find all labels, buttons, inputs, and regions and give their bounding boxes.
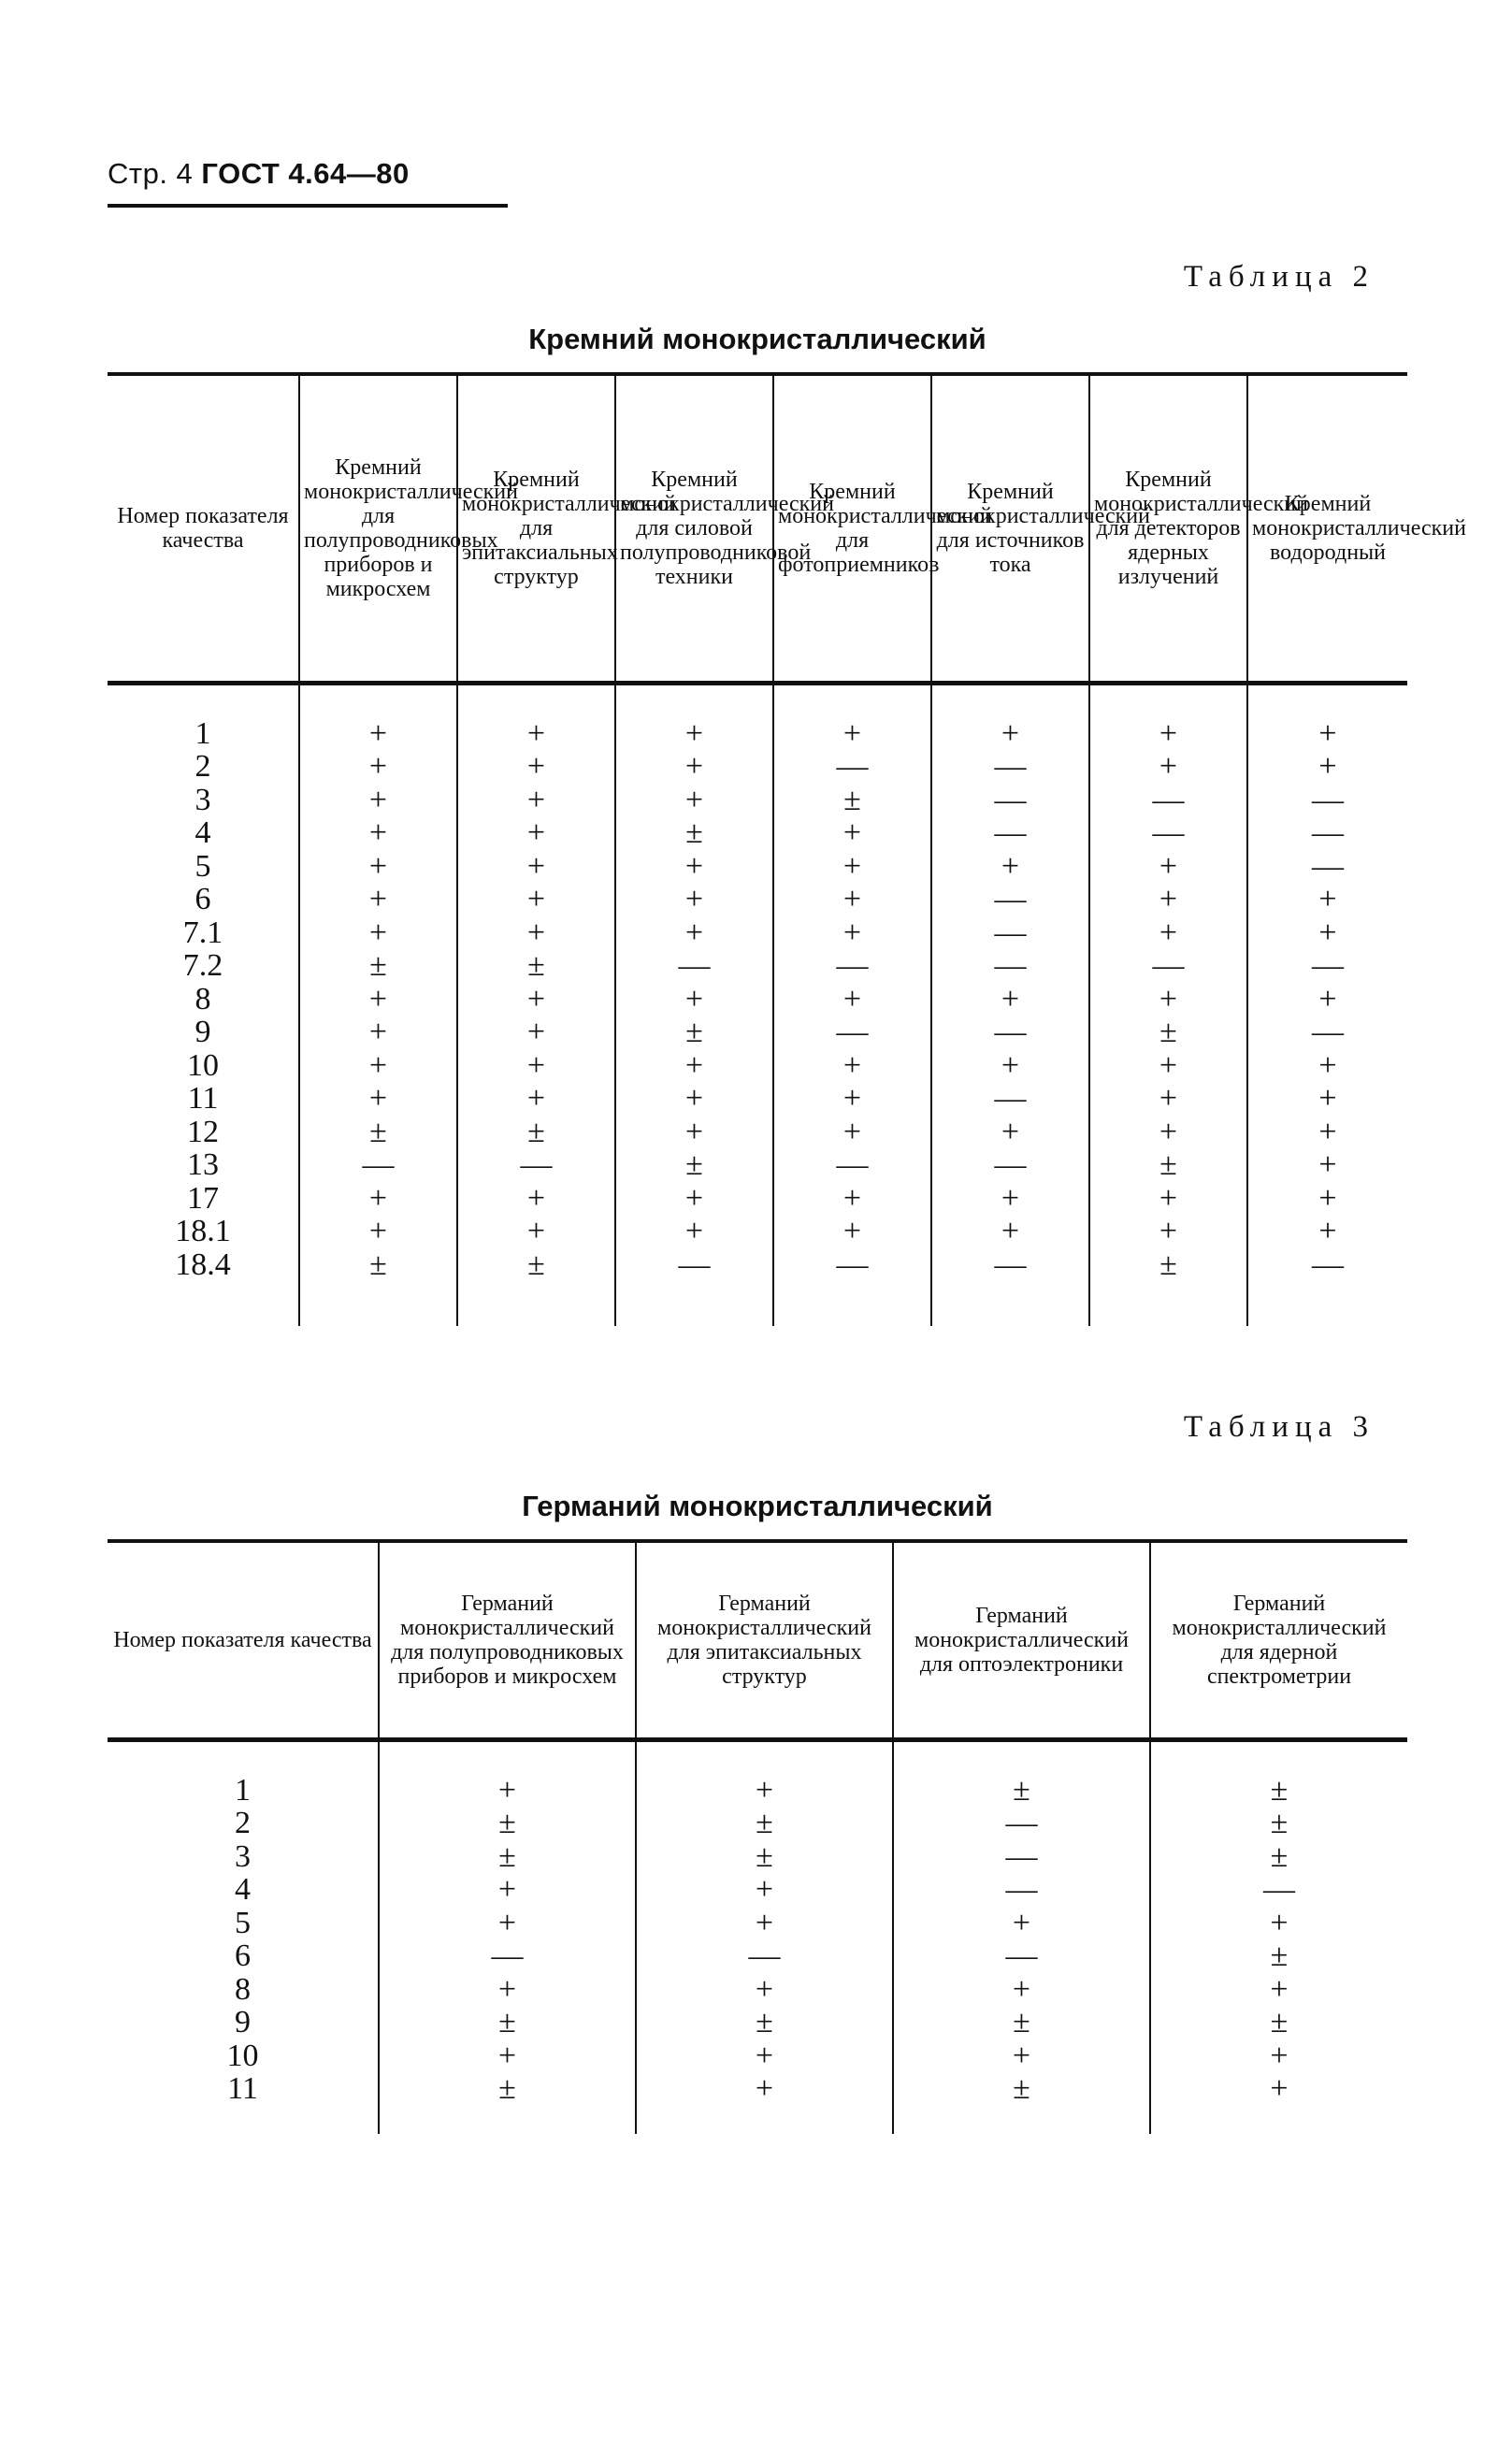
- mark-cell: +: [1089, 850, 1247, 884]
- table-row: [108, 1907, 1407, 1940]
- row-number-cell: 7.1: [182, 915, 223, 950]
- table-row: [108, 1807, 1407, 1840]
- mark-cell: +: [1089, 983, 1247, 1016]
- mark-cell: —: [931, 1082, 1089, 1116]
- row-number-cell: 2: [235, 1806, 251, 1840]
- mark-cell: +: [615, 1215, 773, 1248]
- table3-col-2: Германий монокристаллический для эпитаксиальных структур: [636, 1541, 893, 1739]
- mark-cell: +: [1089, 750, 1247, 784]
- table2-col-6: Кремний монокристаллический для детекторов ядерных излучений: [1089, 374, 1247, 683]
- mark-cell: +: [1247, 1148, 1407, 1182]
- mark-cell: +: [379, 2039, 636, 2073]
- row-number-cell: 18.4: [175, 1246, 231, 1282]
- mark-cell: +: [1247, 1116, 1407, 1149]
- mark-cell: +: [457, 1016, 615, 1049]
- mark-cell: ±: [615, 816, 773, 850]
- mark-cell: +: [636, 1973, 893, 2007]
- mark-cell: —: [615, 949, 773, 983]
- mark-cell: —: [1247, 949, 1407, 983]
- mark-cell: +: [299, 1082, 457, 1116]
- mark-cell: +: [1247, 750, 1407, 784]
- table-row: [108, 1840, 1407, 1874]
- mark-cell: ±: [379, 1840, 636, 1874]
- mark-cell: +: [1150, 2039, 1407, 2073]
- mark-cell: +: [1089, 1116, 1247, 1149]
- mark-cell: ±: [636, 1840, 893, 1874]
- mark-cell: —: [457, 1148, 615, 1182]
- mark-cell: +: [457, 750, 615, 784]
- mark-cell: —: [1089, 949, 1247, 983]
- table2-col-1: Кремний монокристаллический для полупроводниковых приборов и микросхем: [299, 374, 457, 683]
- table3: [108, 1539, 1407, 2134]
- table-row: [108, 1248, 1407, 1282]
- mark-cell: —: [931, 784, 1089, 817]
- table-row: [108, 816, 1407, 850]
- table2-col-number: Номер показателя качества: [108, 374, 299, 683]
- mark-cell: +: [457, 983, 615, 1016]
- table-row: [108, 1873, 1407, 1907]
- mark-cell: —: [1247, 784, 1407, 817]
- table2-caption: Кремний монокристаллический: [528, 323, 986, 355]
- mark-cell: +: [457, 1182, 615, 1216]
- row-number-cell: 18.1: [175, 1214, 231, 1248]
- table-row: [108, 1082, 1407, 1116]
- mark-cell: +: [457, 683, 615, 750]
- row-number-cell: 13: [187, 1147, 219, 1182]
- mark-cell: +: [1247, 1049, 1407, 1083]
- mark-cell: ±: [1089, 1248, 1247, 1282]
- mark-cell: +: [615, 683, 773, 750]
- mark-cell: +: [615, 983, 773, 1016]
- mark-cell: —: [615, 1248, 773, 1282]
- mark-cell: +: [615, 1116, 773, 1149]
- page-header: [108, 157, 410, 191]
- mark-cell: ±: [893, 2006, 1150, 2039]
- mark-cell: +: [299, 750, 457, 784]
- table-row: [108, 1939, 1407, 1973]
- mark-cell: —: [893, 1807, 1150, 1840]
- row-number-cell: 4: [194, 815, 211, 850]
- mark-cell: —: [773, 750, 931, 784]
- mark-cell: ±: [299, 1248, 457, 1282]
- mark-cell: ±: [615, 1148, 773, 1182]
- table-row: [108, 1148, 1407, 1182]
- row-number-cell: 6: [235, 1938, 251, 1973]
- mark-cell: —: [931, 1248, 1089, 1282]
- mark-cell: ±: [1150, 1840, 1407, 1874]
- table3-header-row: [108, 1541, 1407, 1739]
- mark-cell: +: [636, 2072, 893, 2106]
- table3-col-3: Германий монокристаллический для оптоэлектроники: [893, 1541, 1150, 1739]
- mark-cell: +: [1247, 683, 1407, 750]
- mark-cell: +: [615, 1082, 773, 1116]
- mark-cell: +: [615, 883, 773, 916]
- mark-cell: +: [615, 1182, 773, 1216]
- mark-cell: ±: [379, 2006, 636, 2039]
- mark-cell: +: [931, 850, 1089, 884]
- mark-cell: —: [379, 1939, 636, 1973]
- table-row: [108, 883, 1407, 916]
- row-number-cell: 8: [194, 981, 211, 1016]
- mark-cell: +: [1247, 983, 1407, 1016]
- table-row: [108, 1215, 1407, 1248]
- table2-col-2: Кремний монокристаллический для эпитаксиальных структур: [457, 374, 615, 683]
- row-number-cell: 8: [235, 1971, 251, 2007]
- mark-cell: +: [931, 1182, 1089, 1216]
- mark-cell: —: [931, 1016, 1089, 1049]
- mark-cell: +: [1089, 883, 1247, 916]
- mark-cell: +: [299, 1016, 457, 1049]
- mark-cell: —: [1089, 816, 1247, 850]
- mark-cell: +: [893, 2039, 1150, 2073]
- mark-cell: +: [457, 784, 615, 817]
- mark-cell: +: [893, 1907, 1150, 1940]
- table3-body: [108, 1739, 1407, 2134]
- table-row: [108, 949, 1407, 983]
- table3-col-number: Номер показателя качества: [108, 1541, 379, 1739]
- mark-cell: +: [1150, 1973, 1407, 2007]
- row-number-cell: 10: [187, 1047, 219, 1083]
- row-number-cell: 1: [235, 1772, 251, 1808]
- mark-cell: ±: [636, 1807, 893, 1840]
- row-number-cell: 11: [227, 2071, 258, 2106]
- table2-header-row: [108, 374, 1407, 683]
- mark-cell: +: [457, 1215, 615, 1248]
- mark-cell: +: [457, 1082, 615, 1116]
- mark-cell: +: [299, 1049, 457, 1083]
- mark-cell: +: [299, 683, 457, 750]
- header-rule: [108, 204, 508, 208]
- mark-cell: +: [773, 983, 931, 1016]
- table-bottom-spacer: [108, 1281, 1407, 1326]
- mark-cell: +: [379, 1739, 636, 1807]
- row-number-cell: 3: [235, 1838, 251, 1874]
- mark-cell: —: [1247, 850, 1407, 884]
- mark-cell: ±: [1089, 1148, 1247, 1182]
- mark-cell: +: [299, 983, 457, 1016]
- mark-cell: +: [636, 1739, 893, 1807]
- mark-cell: +: [1089, 1215, 1247, 1248]
- table2: [108, 372, 1466, 1326]
- mark-cell: ±: [299, 949, 457, 983]
- table2-label: Таблица 2: [1183, 260, 1375, 294]
- table-row: [108, 1049, 1407, 1083]
- mark-cell: +: [457, 816, 615, 850]
- mark-cell: +: [773, 816, 931, 850]
- mark-cell: +: [773, 883, 931, 916]
- mark-cell: +: [299, 1215, 457, 1248]
- mark-cell: +: [773, 1082, 931, 1116]
- row-number-cell: 7.2: [182, 948, 223, 983]
- row-number-cell: 12: [187, 1114, 219, 1149]
- mark-cell: +: [636, 1907, 893, 1940]
- row-number-cell: 5: [194, 848, 211, 884]
- table2-col-3: Кремний монокристаллический для силовой полупроводниковой техники: [615, 374, 773, 683]
- mark-cell: +: [1089, 683, 1247, 750]
- mark-cell: +: [457, 1049, 615, 1083]
- mark-cell: +: [773, 1116, 931, 1149]
- mark-cell: +: [1247, 883, 1407, 916]
- page-number: Стр. 4: [108, 157, 194, 190]
- row-number-cell: 4: [235, 1872, 251, 1907]
- row-number-cell: 9: [235, 2005, 251, 2039]
- table3-col-4: Германий монокристаллический для ядерной спектрометрии: [1150, 1541, 1407, 1739]
- table2-col-4: Кремний монокристаллический для фотоприемников: [773, 374, 931, 683]
- mark-cell: ±: [457, 1248, 615, 1282]
- mark-cell: +: [299, 883, 457, 916]
- mark-cell: —: [636, 1939, 893, 1973]
- table-row: [108, 1973, 1407, 2007]
- table-row: [108, 2072, 1407, 2106]
- mark-cell: +: [457, 850, 615, 884]
- mark-cell: +: [773, 683, 931, 750]
- mark-cell: +: [773, 1049, 931, 1083]
- mark-cell: +: [615, 750, 773, 784]
- mark-cell: —: [1150, 1873, 1407, 1907]
- standard-number: ГОСТ 4.64—80: [201, 157, 410, 190]
- mark-cell: —: [773, 1148, 931, 1182]
- mark-cell: —: [931, 1148, 1089, 1182]
- mark-cell: +: [931, 1215, 1089, 1248]
- row-number-cell: 1: [194, 715, 211, 751]
- mark-cell: ±: [773, 784, 931, 817]
- mark-cell: +: [1247, 1182, 1407, 1216]
- mark-cell: ±: [893, 2072, 1150, 2106]
- mark-cell: +: [773, 916, 931, 950]
- mark-cell: +: [931, 683, 1089, 750]
- mark-cell: —: [931, 916, 1089, 950]
- table-row: [108, 1016, 1407, 1049]
- mark-cell: +: [1247, 1082, 1407, 1116]
- mark-cell: +: [299, 1182, 457, 1216]
- table2-body: [108, 683, 1407, 1326]
- mark-cell: ±: [379, 1807, 636, 1840]
- mark-cell: +: [457, 883, 615, 916]
- mark-cell: +: [893, 1973, 1150, 2007]
- mark-cell: +: [379, 1873, 636, 1907]
- mark-cell: —: [893, 1840, 1150, 1874]
- row-number-cell: 10: [226, 2038, 259, 2073]
- mark-cell: +: [1247, 1215, 1407, 1248]
- mark-cell: +: [636, 1873, 893, 1907]
- mark-cell: ±: [1150, 1739, 1407, 1807]
- mark-cell: —: [773, 949, 931, 983]
- table-row: [108, 784, 1407, 817]
- mark-cell: —: [1247, 816, 1407, 850]
- table-row: [108, 750, 1407, 784]
- table-row: [108, 1182, 1407, 1216]
- mark-cell: —: [773, 1248, 931, 1282]
- row-number-cell: 9: [194, 1015, 211, 1049]
- mark-cell: +: [299, 916, 457, 950]
- mark-cell: +: [1150, 2072, 1407, 2106]
- mark-cell: +: [299, 784, 457, 817]
- mark-cell: +: [931, 1049, 1089, 1083]
- row-number-cell: 3: [194, 782, 211, 817]
- mark-cell: +: [615, 784, 773, 817]
- mark-cell: +: [931, 983, 1089, 1016]
- row-number-cell: 2: [194, 749, 211, 784]
- mark-cell: —: [931, 750, 1089, 784]
- table-row: [108, 983, 1407, 1016]
- mark-cell: ±: [457, 1116, 615, 1149]
- table-row: [108, 683, 1407, 750]
- mark-cell: +: [1089, 1082, 1247, 1116]
- mark-cell: ±: [457, 949, 615, 983]
- mark-cell: +: [615, 850, 773, 884]
- mark-cell: —: [1247, 1016, 1407, 1049]
- table-row: [108, 1739, 1407, 1807]
- table-bottom-spacer: [108, 2106, 1407, 2134]
- mark-cell: ±: [379, 2072, 636, 2106]
- mark-cell: —: [1089, 784, 1247, 817]
- table3-col-1: Германий монокристаллический для полупроводниковых приборов и микросхем: [379, 1541, 636, 1739]
- mark-cell: +: [299, 850, 457, 884]
- mark-cell: ±: [1150, 2006, 1407, 2039]
- mark-cell: ±: [615, 1016, 773, 1049]
- mark-cell: —: [773, 1016, 931, 1049]
- row-number-cell: 17: [187, 1180, 219, 1216]
- mark-cell: ±: [636, 2006, 893, 2039]
- mark-cell: ±: [1089, 1016, 1247, 1049]
- table-row: [108, 916, 1407, 950]
- mark-cell: +: [1089, 1049, 1247, 1083]
- mark-cell: +: [636, 2039, 893, 2073]
- mark-cell: +: [1150, 1907, 1407, 1940]
- table-row: [108, 2039, 1407, 2073]
- table3-caption: Германий монокристаллический: [522, 1490, 993, 1522]
- mark-cell: +: [1089, 916, 1247, 950]
- mark-cell: —: [931, 883, 1089, 916]
- table2-col-7: Кремний монокристаллический водородный: [1247, 374, 1407, 683]
- mark-cell: +: [457, 916, 615, 950]
- mark-cell: —: [1247, 1248, 1407, 1282]
- mark-cell: +: [773, 1182, 931, 1216]
- mark-cell: ±: [1150, 1807, 1407, 1840]
- mark-cell: +: [299, 816, 457, 850]
- table-row: [108, 850, 1407, 884]
- mark-cell: —: [893, 1939, 1150, 1973]
- mark-cell: +: [1247, 916, 1407, 950]
- mark-cell: +: [931, 1116, 1089, 1149]
- row-number-cell: 6: [194, 882, 211, 916]
- mark-cell: —: [299, 1148, 457, 1182]
- mark-cell: ±: [1150, 1939, 1407, 1973]
- mark-cell: ±: [893, 1739, 1150, 1807]
- mark-cell: ±: [299, 1116, 457, 1149]
- table2-col-5: Кремний монокристаллический для источников тока: [931, 374, 1089, 683]
- row-number-cell: 5: [235, 1905, 251, 1940]
- table3-label: Таблица 3: [1183, 1410, 1375, 1444]
- mark-cell: +: [773, 850, 931, 884]
- table-row: [108, 2006, 1407, 2039]
- mark-cell: +: [379, 1973, 636, 2007]
- table-row: [108, 1116, 1407, 1149]
- mark-cell: +: [379, 1907, 636, 1940]
- mark-cell: —: [931, 949, 1089, 983]
- mark-cell: —: [893, 1873, 1150, 1907]
- mark-cell: +: [773, 1215, 931, 1248]
- mark-cell: +: [615, 1049, 773, 1083]
- mark-cell: —: [931, 816, 1089, 850]
- row-number-cell: 11: [187, 1081, 219, 1116]
- mark-cell: +: [1089, 1182, 1247, 1216]
- mark-cell: +: [615, 916, 773, 950]
